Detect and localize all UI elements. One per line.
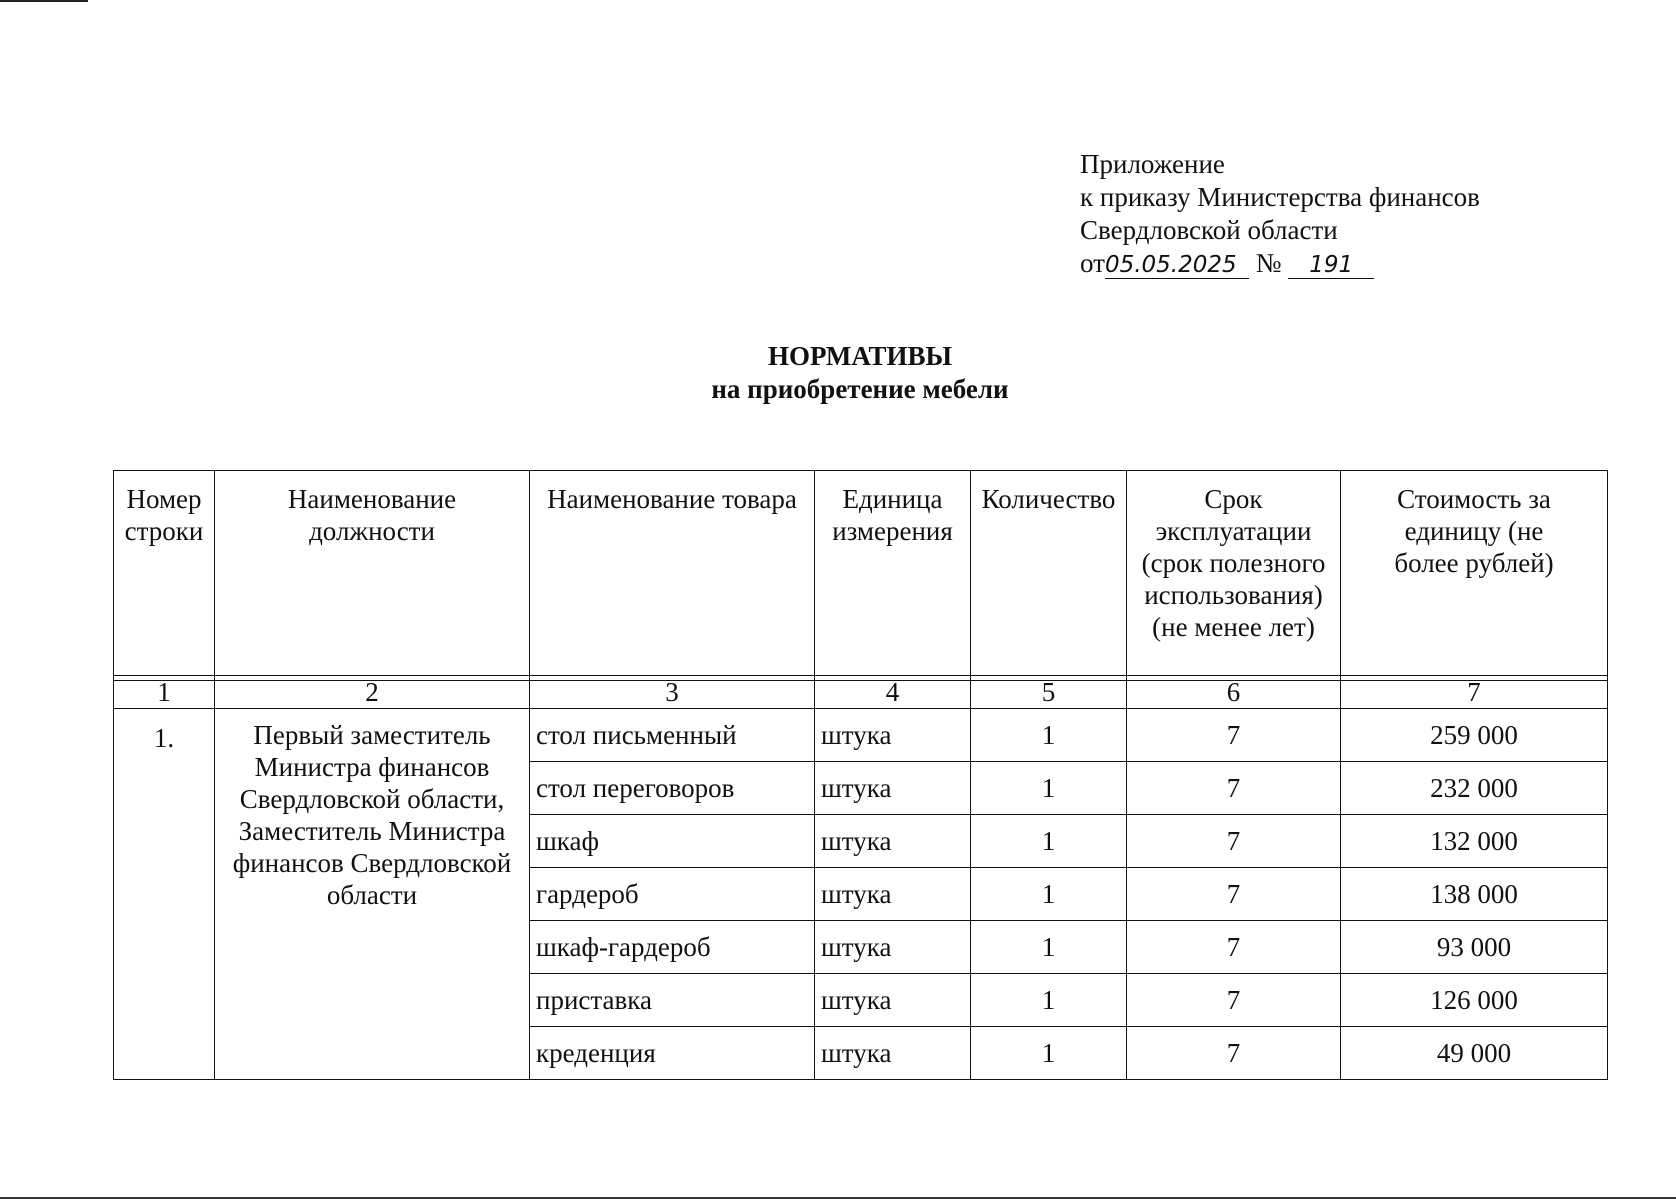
price-cell: 232 000: [1341, 762, 1608, 815]
quantity-cell: 1: [971, 815, 1127, 868]
quantity-cell: 1: [971, 762, 1127, 815]
item-name-cell: приставка: [530, 974, 815, 1027]
term-cell: 7: [1127, 921, 1341, 974]
approval-block: [1080, 148, 1480, 280]
header-position: Наименование должности: [215, 471, 530, 681]
price-cell: 138 000: [1341, 868, 1608, 921]
scan-bottom-edge: [0, 1197, 1676, 1199]
unit-cell: штука: [815, 815, 971, 868]
column-number: 2: [215, 676, 530, 709]
header-price: Стоимость за единицу (не более рублей): [1341, 471, 1608, 681]
unit-cell: штука: [815, 974, 971, 1027]
item-name-cell: шкаф: [530, 815, 815, 868]
unit-cell: штука: [815, 762, 971, 815]
term-cell: 7: [1127, 815, 1341, 868]
item-name-cell: стол переговоров: [530, 762, 815, 815]
approval-line-1: Приложение: [1080, 149, 1225, 179]
handwritten-date: 05.05.2025: [1105, 252, 1249, 279]
column-number: 4: [815, 676, 971, 709]
header-service-life: Срок эксплуатации (срок полезного использования) (не менее лет): [1127, 471, 1341, 681]
price-cell: 93 000: [1341, 921, 1608, 974]
position-cell: Первый заместитель Министра финансов Свердловской области, Заместитель Министра финансов Свердловской области: [215, 709, 530, 1080]
approval-line-2: к приказу Министерства финансов: [1080, 182, 1480, 212]
header-item-name: Наименование товара: [530, 471, 815, 681]
row-number-cell: 1.: [114, 709, 215, 1080]
quantity-cell: 1: [971, 709, 1127, 762]
term-cell: 7: [1127, 709, 1341, 762]
title-sub: на приобретение мебели: [711, 374, 1009, 404]
column-number: 6: [1127, 676, 1341, 709]
quantity-cell: 1: [971, 868, 1127, 921]
table-body: [113, 675, 1608, 1080]
approval-date-line: [1080, 247, 1480, 280]
term-cell: 7: [1127, 974, 1341, 1027]
title-main: НОРМАТИВЫ: [767, 341, 953, 371]
term-cell: 7: [1127, 1027, 1341, 1080]
header-quantity: Количество: [971, 471, 1127, 681]
date-prefix: от: [1080, 248, 1105, 278]
term-cell: 7: [1127, 762, 1341, 815]
column-number: 7: [1341, 676, 1608, 709]
column-number-row: [114, 676, 1608, 709]
quantity-cell: 1: [971, 974, 1127, 1027]
unit-cell: штука: [815, 1027, 971, 1080]
price-cell: 259 000: [1341, 709, 1608, 762]
column-number: 1: [114, 676, 215, 709]
quantity-cell: 1: [971, 921, 1127, 974]
column-number: 5: [971, 676, 1127, 709]
scan-corner-mark: [0, 0, 88, 2]
price-cell: 132 000: [1341, 815, 1608, 868]
unit-cell: штука: [815, 868, 971, 921]
column-number: 3: [530, 676, 815, 709]
header-row-number: Номер строки: [114, 471, 215, 681]
item-name-cell: креденция: [530, 1027, 815, 1080]
price-cell: 126 000: [1341, 974, 1608, 1027]
handwritten-number: 191: [1288, 252, 1374, 279]
item-name-cell: гардероб: [530, 868, 815, 921]
item-name-cell: шкаф-гардероб: [530, 921, 815, 974]
unit-cell: штука: [815, 921, 971, 974]
unit-cell: штука: [815, 709, 971, 762]
table-row: [114, 709, 1608, 762]
table-header: [113, 470, 1608, 681]
quantity-cell: 1: [971, 1027, 1127, 1080]
document-title: [0, 340, 1676, 406]
approval-line-3: Свердловской области: [1080, 215, 1338, 245]
price-cell: 49 000: [1341, 1027, 1608, 1080]
header-unit: Единица измерения: [815, 471, 971, 681]
item-name-cell: стол письменный: [530, 709, 815, 762]
term-cell: 7: [1127, 868, 1341, 921]
number-prefix: №: [1255, 248, 1282, 278]
